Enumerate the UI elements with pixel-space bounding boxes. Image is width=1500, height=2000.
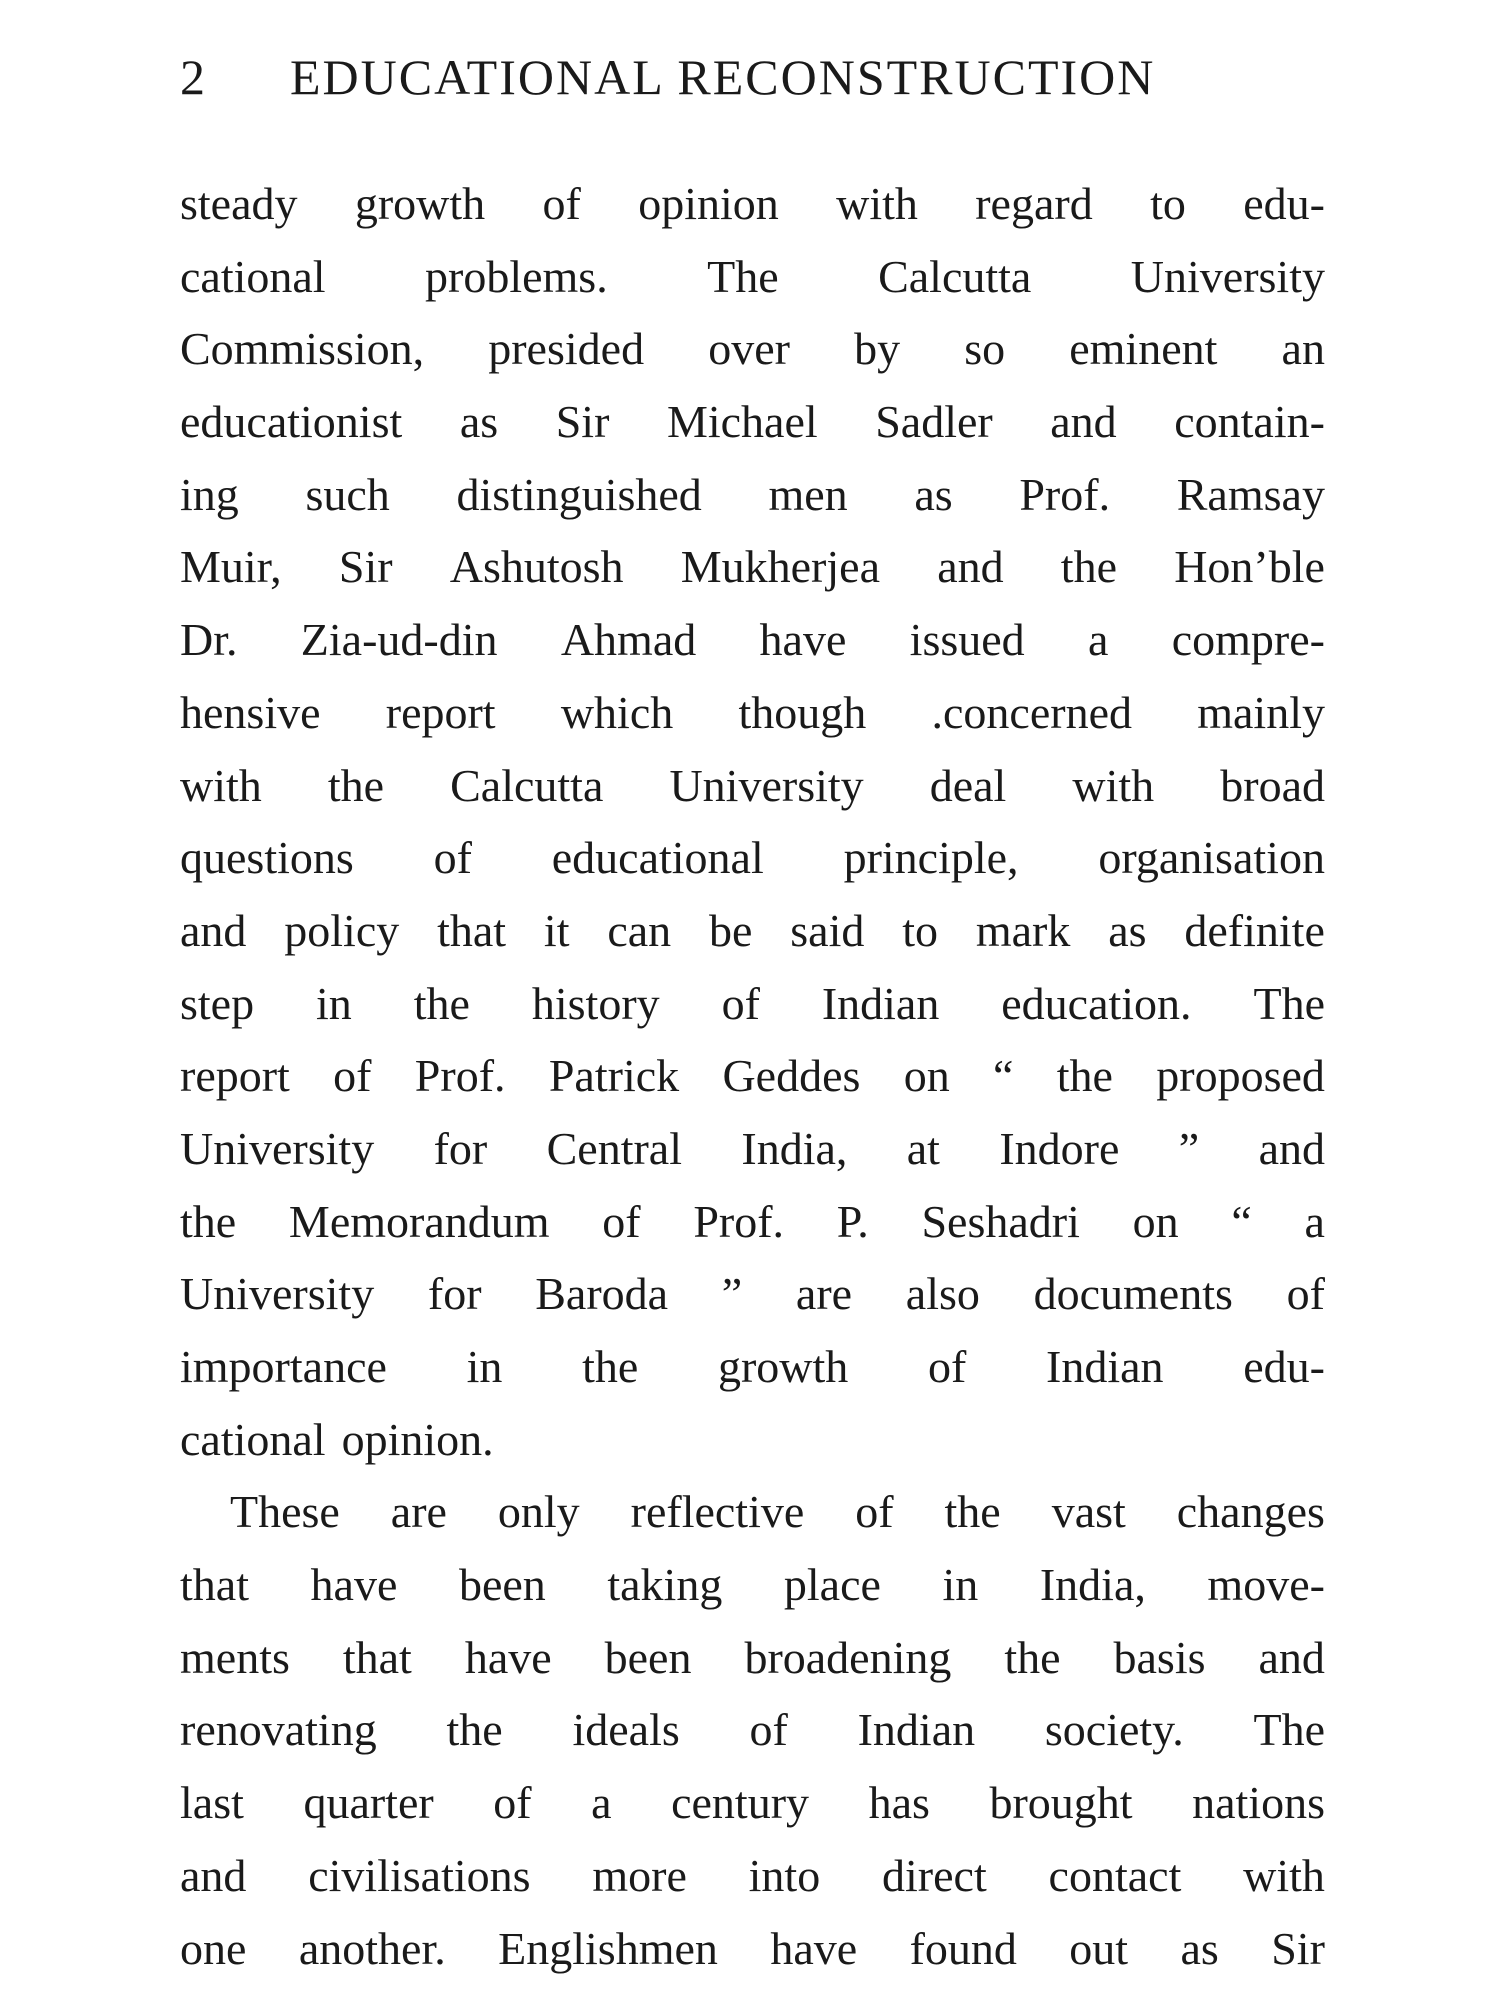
paragraph [180, 168, 1325, 1476]
text-line: These are only reflective of the vast changes [230, 1486, 1325, 1538]
text-line: step in the history of Indian education. The [180, 977, 1325, 1029]
text-line: and policy that it can be said to mark as definite [180, 904, 1325, 956]
text-line: and civilisations more into direct contact with [180, 1849, 1325, 1901]
text-line: that have been taking place in India, move- [180, 1559, 1325, 1611]
text-line: steady growth of opinion with regard to edu- [180, 178, 1325, 229]
text-line: ments that have been broadening the basis and [180, 1631, 1325, 1683]
text-line: Dr. Zia-ud-din Ahmad have issued a compre- [180, 614, 1325, 666]
text-line: with the Calcutta University deal with broad [180, 759, 1325, 811]
text-line: report of Prof. Patrick Geddes on “ the proposed [180, 1050, 1325, 1102]
text-line: last quarter of a century has brought nations [180, 1777, 1325, 1829]
text-line: cational problems. The Calcutta University [180, 250, 1325, 302]
text-line: hensive report which though .concerned mainly [180, 686, 1325, 738]
text-line: the Memorandum of Prof. P. Seshadri on “ a [180, 1195, 1325, 1247]
body-text [180, 168, 1325, 1985]
text-line: one another. Englishmen have found out as Sir [180, 1922, 1325, 1974]
text-line: University for Baroda ” are also documents of [180, 1268, 1325, 1320]
running-head [180, 48, 1155, 108]
text-line: importance in the growth of Indian edu- [180, 1341, 1325, 1392]
text-line: ing such distinguished men as Prof. Ramsay [180, 468, 1325, 520]
text-line: University for Central India, at Indore ” and [180, 1122, 1325, 1174]
running-title: EDUCATIONAL RECONSTRUCTION [290, 49, 1156, 105]
text-line: Commission, presided over by so eminent an [180, 323, 1325, 375]
text-line: cational opinion. [180, 1413, 494, 1465]
text-line: questions of educational principle, organisation [180, 832, 1325, 884]
text-line: renovating the ideals of Indian society. The [180, 1704, 1325, 1756]
text-line: educationist as Sir Michael Sadler and contain- [180, 396, 1325, 448]
paragraph [180, 1476, 1325, 1985]
text-line: Muir, Sir Ashutosh Mukherjea and the Hon’ble [180, 541, 1325, 593]
page-number: 2 [180, 49, 206, 105]
